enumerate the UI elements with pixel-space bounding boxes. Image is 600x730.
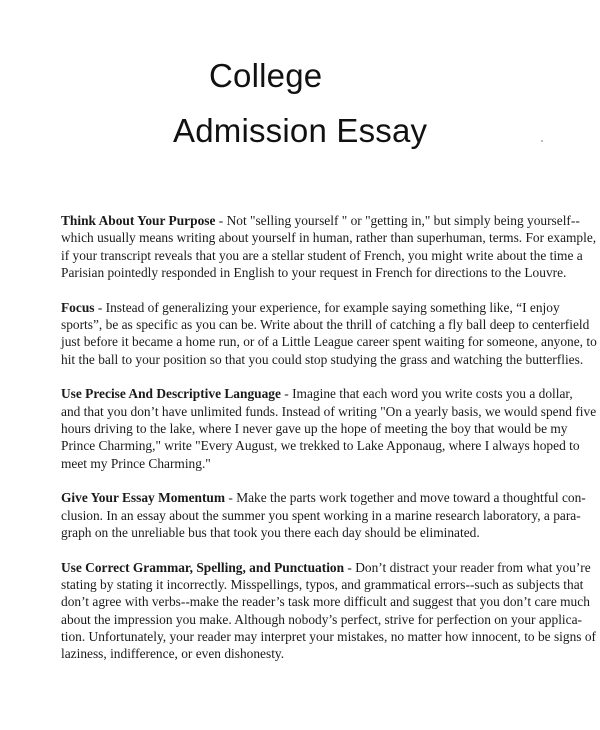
paragraph-line [61,559,591,576]
paragraph-line: laziness, indifference, or even dishonesty. [61,646,285,662]
paragraph-heading: Give Your Essay Momentum [61,490,226,506]
paragraph-line: hit the ball to your position so that you could stop studying the grass and watching the butterflies. [61,351,584,367]
scan-speck [541,140,543,142]
paragraph-line: just before it became a home run, or of a Little League career spent waiting for someone, anyone, to [61,334,597,350]
paragraph-line: graph on the unreliable bus that took you there each day should be eliminated. [61,524,480,540]
paragraph-text: - Instead of generalizing your experience, for example saying something like, “I enjoy [94,299,560,315]
paragraph-line: if your transcript reveals that you are a stellar student of French, you might write about the time a [61,247,583,263]
paragraph-text: - Don’t distract your reader from what you’re [344,559,591,575]
paragraph-line: clusion. In an essay about the summer you spent working in a marine research laboratory, a para- [61,507,581,523]
paragraph-grammar [61,559,596,663]
paragraph-line: sports”, be as specific as you can be. Write about the thrill of catching a fly ball deep to centerfield [61,316,590,332]
page-title-line-2: Admission Essay [173,112,428,149]
paragraph-heading: Use Correct Grammar, Spelling, and Punctuation [61,559,345,575]
page-title-line-1: College [209,57,323,94]
paragraph-line: stating by stating it incorrectly. Misspellings, typos, and grammatical errors--such as subjects that [61,577,584,593]
paragraph-heading: Think About Your Purpose [61,213,216,228]
paragraph-line: tion. Unfortunately, your reader may interpret your mistakes, no matter how innocent, to be signs of [61,628,596,644]
paragraph-line: meet my Prince Charming." [61,455,211,471]
paragraph-heading: Use Precise And Descriptive Language [61,386,281,402]
paragraph-text: - Make the parts work together and move toward a thoughtful con- [225,490,586,506]
paragraph-line [61,385,573,402]
essay-body [61,212,597,680]
paragraph-purpose [61,212,597,281]
paragraph-line: about the impression you make. Although nobody’s perfect, strive for perfection on your applica- [61,611,582,627]
paragraph-precise-language [61,385,597,471]
paragraph-line: Parisian pointedly responded in English to your request in French for directions to the Louvre. [61,264,567,280]
paragraph-line [61,299,560,316]
paragraph-momentum [61,489,586,541]
paragraph-line: which usually means writing about yourself in human, rather than superhuman, terms. For example, [61,230,597,246]
paragraph-line: don’t agree with verbs--make the reader’s task more difficult and suggest that you don’t care much [61,594,590,610]
paragraph-text: - Not "selling yourself " or "getting in," but simply being yourself-- [215,213,580,228]
paragraph-text: - Imagine that each word you write costs you a dollar, [280,386,573,402]
paragraph-line: and that you don’t have unlimited funds. Instead of writing "On a yearly basis, we would spend five [61,403,597,419]
paragraph-line [61,489,586,506]
paragraph-line: Prince Charming," write "Every August, we trekked to Lake Apponaug, where I always hoped to [61,438,580,454]
paragraph-heading: Focus [61,299,95,315]
paragraph-focus [61,299,597,368]
paragraph-line [61,212,580,229]
paragraph-line: hours driving to the lake, where I never gave up the hope of meeting the boy that would be my [61,420,568,436]
